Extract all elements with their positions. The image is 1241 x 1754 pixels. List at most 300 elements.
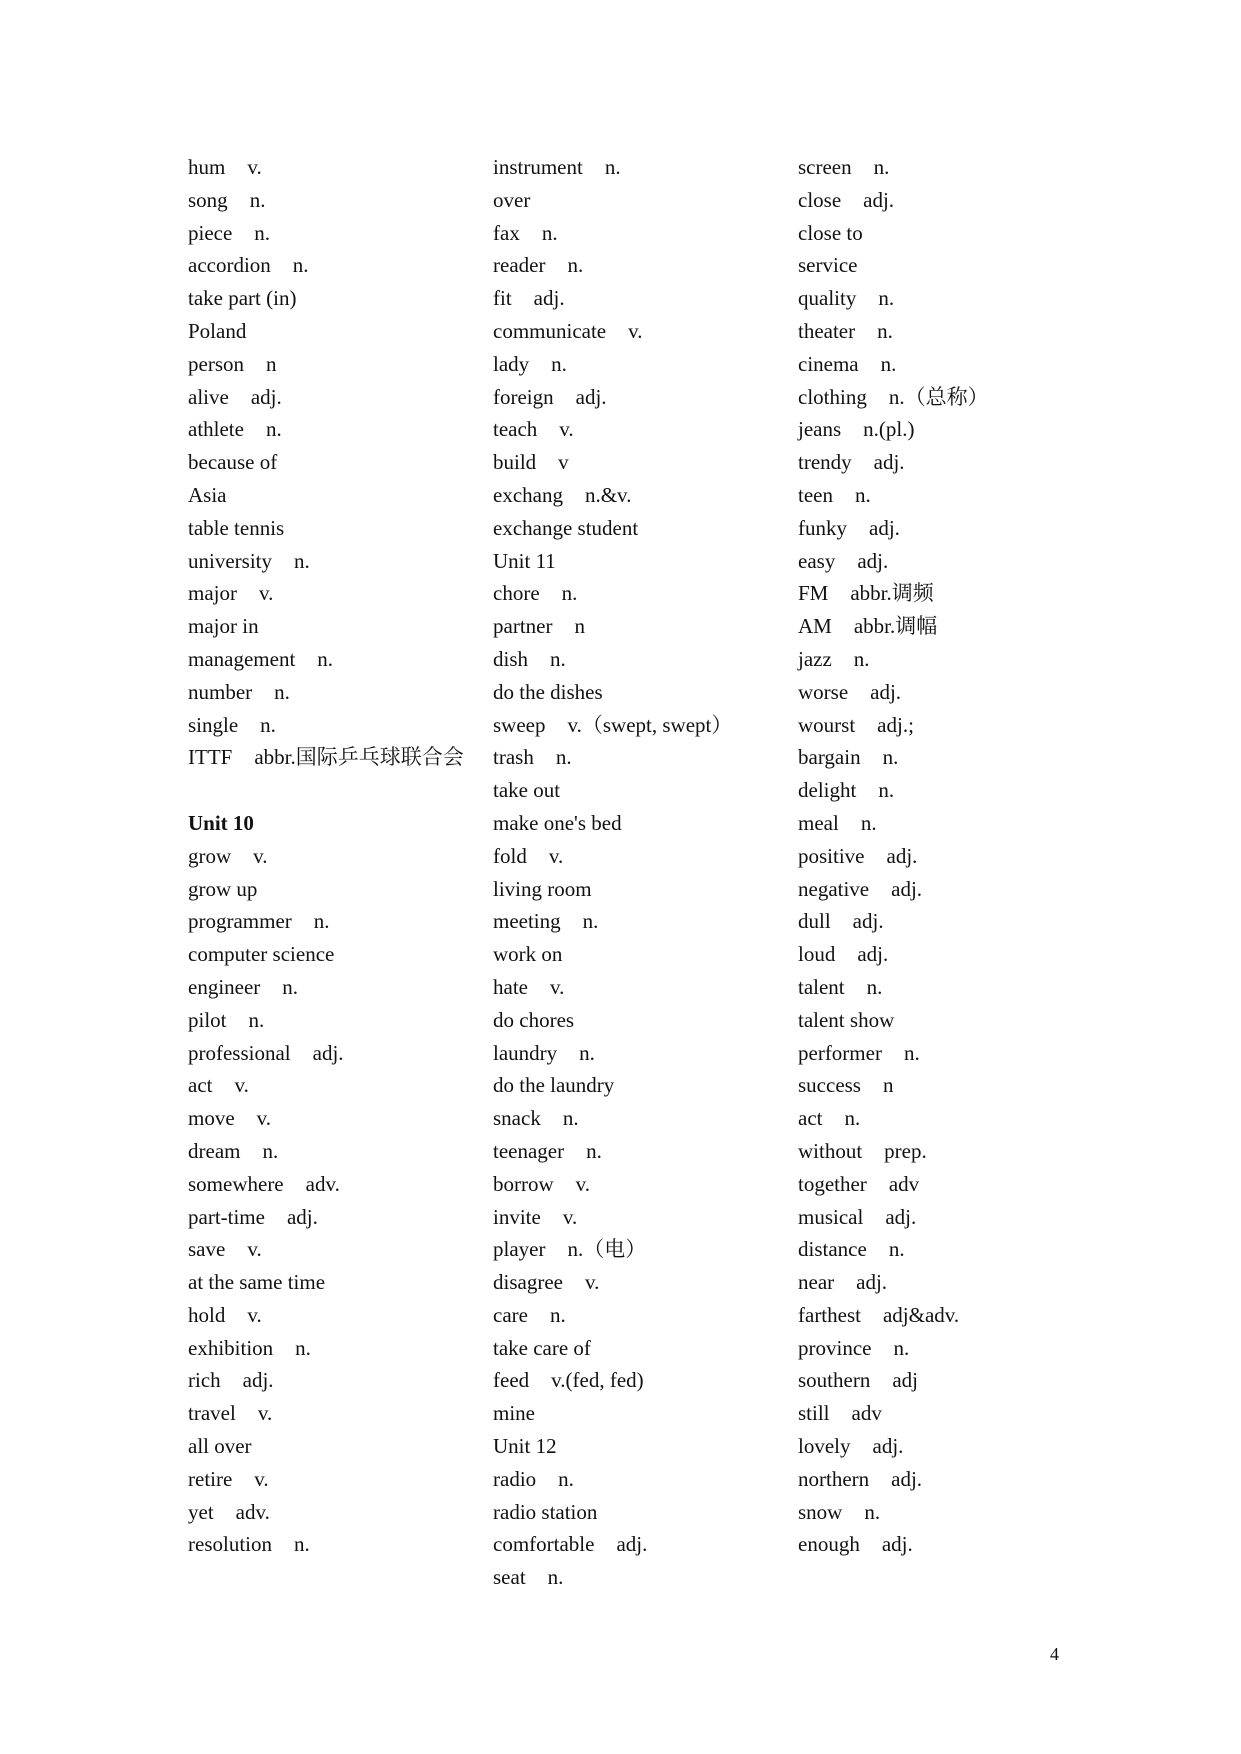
entry-part-of-speech: adj. — [870, 679, 902, 704]
entry-part-of-speech: v. — [247, 155, 262, 179]
entry-part-of-speech: v. — [257, 1401, 273, 1426]
entry-part-of-speech: n. — [854, 482, 871, 507]
vocabulary-entry — [188, 1069, 478, 1102]
entry-word: hate — [493, 974, 528, 999]
vocabulary-entry — [798, 873, 1098, 906]
vocabulary-column-2 — [493, 151, 793, 1594]
entry-word: bargain — [798, 745, 861, 770]
entry-word: Asia — [188, 482, 227, 507]
entry-word: near — [798, 1270, 835, 1295]
entry-word: FM — [798, 581, 829, 606]
entry-part-of-speech: n. — [313, 909, 330, 934]
entry-word: over — [493, 187, 531, 212]
vocabulary-column-1 — [188, 151, 478, 1561]
vocabulary-entry — [493, 151, 793, 184]
entry-part-of-speech: v. — [584, 1270, 600, 1295]
entry-word: seat — [493, 1565, 526, 1590]
entry-word: success — [798, 1073, 861, 1098]
entry-word: jazz — [798, 646, 832, 671]
entry-word: communicate — [493, 318, 607, 343]
entry-word: living room — [493, 876, 592, 901]
entry-word: act — [188, 1073, 213, 1098]
vocabulary-entry — [188, 905, 478, 938]
entry-word: build — [493, 450, 537, 475]
entry-part-of-speech: n. — [248, 1007, 265, 1032]
vocabulary-entry — [798, 151, 1098, 184]
entry-word: positive — [798, 843, 865, 868]
entry-part-of-speech: n. — [562, 1106, 579, 1131]
entry-part-of-speech: adj. — [863, 187, 895, 212]
entry-word: somewhere — [188, 1171, 284, 1196]
vocabulary-entry — [493, 381, 793, 414]
vocabulary-entry — [188, 1102, 478, 1135]
entry-part-of-speech: n. — [877, 318, 893, 343]
entry-part-of-speech: adj. — [312, 1040, 344, 1065]
entry-word: grow up — [188, 876, 258, 901]
vocabulary-entry — [493, 610, 793, 643]
entry-word: professional — [188, 1040, 291, 1065]
entry-word: enough — [798, 1532, 860, 1557]
vocabulary-entry — [493, 1135, 793, 1168]
entry-word: Poland — [188, 318, 247, 343]
entry-part-of-speech: prep. — [884, 1138, 927, 1163]
entry-word: service — [798, 253, 858, 278]
vocabulary-entry — [798, 807, 1098, 840]
vocabulary-entry — [188, 741, 478, 774]
entry-word: negative — [798, 876, 870, 901]
entry-part-of-speech: v. — [254, 1466, 269, 1491]
entry-word: trash — [493, 745, 534, 770]
vocabulary-entry — [493, 1299, 793, 1332]
vocabulary-entry — [188, 315, 478, 348]
entry-word: ITTF — [188, 745, 233, 770]
entry-word: partner — [493, 614, 553, 639]
entry-part-of-speech: n. — [586, 1138, 602, 1163]
vocabulary-entry — [798, 1496, 1098, 1529]
entry-part-of-speech: v. — [548, 843, 564, 868]
vocabulary-entry — [798, 217, 1098, 250]
entry-word: teenager — [493, 1138, 565, 1163]
vocabulary-entry — [798, 1430, 1098, 1463]
entry-word: fit — [493, 286, 512, 311]
entry-word: radio station — [493, 1499, 598, 1524]
entry-part-of-speech: n. — [903, 1040, 920, 1065]
entry-word: exchange student — [493, 515, 639, 540]
vocabulary-entry — [493, 676, 793, 709]
entry-part-of-speech: n. — [853, 646, 870, 671]
entry-word: part-time — [188, 1204, 265, 1229]
entry-part-of-speech: v. — [234, 1073, 249, 1098]
vocabulary-entry — [798, 938, 1098, 971]
vocabulary-entry — [493, 1332, 793, 1365]
entry-word: piece — [188, 220, 233, 245]
vocabulary-entry — [493, 1233, 793, 1266]
entry-part-of-speech: n. — [604, 155, 621, 179]
entry-word: resolution — [188, 1532, 272, 1557]
entry-word: take out — [493, 778, 561, 803]
vocabulary-entry — [798, 381, 1098, 414]
vocabulary-entry — [493, 643, 793, 676]
entry-word: reader — [493, 253, 546, 278]
vocabulary-entry — [188, 479, 478, 512]
entry-word: lady — [493, 351, 530, 376]
vocabulary-entry — [493, 1266, 793, 1299]
vocabulary-entry — [493, 1069, 793, 1102]
vocabulary-entry — [188, 1233, 478, 1266]
entry-word: act — [798, 1106, 823, 1131]
vocabulary-entry — [188, 1528, 478, 1561]
entry-part-of-speech: n. — [555, 745, 572, 770]
vocabulary-entry — [798, 1332, 1098, 1365]
vocabulary-entry — [493, 1201, 793, 1234]
entry-word: yet — [188, 1499, 214, 1524]
vocabulary-entry — [493, 741, 793, 774]
entry-part-of-speech: adj. — [857, 942, 889, 967]
entry-part-of-speech: adj. — [852, 909, 884, 934]
vocabulary-entry — [493, 479, 793, 512]
entry-word: pilot — [188, 1007, 227, 1032]
vocabulary-entry — [493, 1397, 793, 1430]
entry-part-of-speech: adj. — [886, 843, 918, 868]
entry-part-of-speech: adj. — [881, 1532, 913, 1557]
vocabulary-entry — [798, 315, 1098, 348]
vocabulary-entry — [188, 1463, 478, 1496]
entry-part-of-speech: adj. — [857, 548, 889, 573]
entry-part-of-speech: n.&v. — [584, 482, 632, 507]
entry-word: disagree — [493, 1270, 563, 1295]
entry-word: laundry — [493, 1040, 558, 1065]
vocabulary-entry — [188, 1430, 478, 1463]
entry-word: talent — [798, 974, 845, 999]
vocabulary-entry — [798, 1233, 1098, 1266]
vocabulary-entry — [188, 610, 478, 643]
vocabulary-entry — [493, 971, 793, 1004]
entry-part-of-speech: adj. — [885, 1204, 917, 1229]
entry-part-of-speech: v. — [256, 1106, 272, 1131]
entry-part-of-speech: n. — [582, 909, 599, 934]
entry-part-of-speech: adj&adv. — [882, 1302, 960, 1327]
entry-word: close — [798, 187, 842, 212]
vocabulary-entry — [188, 1201, 478, 1234]
vocabulary-entry — [798, 446, 1098, 479]
entry-part-of-speech: v. — [575, 1171, 591, 1196]
entry-word: exhibition — [188, 1335, 274, 1360]
vocabulary-entry — [798, 1528, 1098, 1561]
vocabulary-entry — [798, 1069, 1098, 1102]
entry-part-of-speech: abbr.调频 — [850, 581, 934, 606]
entry-word: teach — [493, 417, 538, 442]
vocabulary-entry — [188, 249, 478, 282]
vocabulary-entry — [493, 807, 793, 840]
vocabulary-entry — [798, 741, 1098, 774]
entry-part-of-speech: n — [574, 614, 585, 639]
entry-word: major — [188, 581, 237, 606]
entry-word: computer science — [188, 942, 335, 967]
entry-part-of-speech: n. — [274, 679, 290, 704]
vocabulary-entry — [493, 446, 793, 479]
entry-word: screen — [798, 155, 852, 179]
vocabulary-entry — [188, 512, 478, 545]
vocabulary-entry — [493, 709, 793, 742]
entry-word: at the same time — [188, 1270, 326, 1295]
entry-word: meeting — [493, 909, 561, 934]
entry-part-of-speech: n. — [558, 1466, 574, 1491]
entry-part-of-speech: n. — [254, 220, 271, 245]
entry-word: wourst — [798, 712, 856, 737]
vocabulary-entry — [188, 1397, 478, 1430]
vocabulary-entry — [798, 1102, 1098, 1135]
entry-part-of-speech: adv. — [305, 1171, 340, 1196]
entry-part-of-speech: n. — [579, 1040, 595, 1065]
entry-part-of-speech: adj — [892, 1368, 918, 1393]
entry-word: do chores — [493, 1007, 575, 1032]
vocabulary-entry — [493, 774, 793, 807]
entry-part-of-speech: abbr.调幅 — [853, 614, 938, 639]
entry-word: fax — [493, 220, 520, 245]
vocabulary-entry — [188, 348, 478, 381]
entry-part-of-speech: n. — [888, 1237, 905, 1262]
entry-part-of-speech: adj. — [286, 1204, 318, 1229]
vocabulary-entry — [493, 840, 793, 873]
entry-part-of-speech: n. — [294, 548, 310, 573]
entry-word: table tennis — [188, 515, 285, 540]
page-number: 4 — [1050, 1644, 1059, 1664]
vocabulary-entry — [493, 315, 793, 348]
entry-word: work on — [493, 942, 563, 967]
vocabulary-entry — [798, 282, 1098, 315]
entry-part-of-speech: adj. — [242, 1368, 274, 1393]
entry-word: feed — [493, 1368, 530, 1393]
entry-word: Unit 11 — [493, 548, 556, 573]
entry-part-of-speech: adv — [888, 1171, 920, 1196]
entry-part-of-speech: adj. — [250, 384, 282, 409]
vocabulary-entry — [798, 577, 1098, 610]
entry-part-of-speech: n. — [541, 220, 558, 245]
entry-word: all over — [188, 1434, 252, 1459]
entry-word: talent show — [798, 1007, 895, 1032]
entry-part-of-speech: n. — [878, 286, 895, 311]
vocabulary-entry — [493, 249, 793, 282]
entry-word: chore — [493, 581, 540, 606]
vocabulary-entry — [493, 282, 793, 315]
entry-word: loud — [798, 942, 836, 967]
entry-word: snow — [798, 1499, 843, 1524]
entry-part-of-speech: adj. — [575, 384, 607, 409]
vocabulary-entry — [798, 348, 1098, 381]
entry-word: travel — [188, 1401, 236, 1426]
entry-word: athlete — [188, 417, 244, 442]
entry-part-of-speech: v. — [559, 417, 574, 442]
entry-word: trendy — [798, 450, 852, 475]
entry-part-of-speech: n. — [844, 1106, 861, 1131]
entry-part-of-speech: v. — [247, 1237, 262, 1262]
vocabulary-entry — [798, 249, 1098, 282]
vocabulary-entry — [493, 413, 793, 446]
vocabulary-entry — [798, 840, 1098, 873]
entry-word: programmer — [188, 909, 292, 934]
entry-word: quality — [798, 286, 857, 311]
vocabulary-entry — [188, 577, 478, 610]
entry-word: fold — [493, 843, 527, 868]
entry-part-of-speech: v. — [628, 318, 643, 343]
entry-word: distance — [798, 1237, 867, 1262]
vocabulary-entry — [188, 413, 478, 446]
entry-word: dish — [493, 646, 529, 671]
entry-word: mine — [493, 1401, 535, 1426]
entry-part-of-speech: adj. — [872, 1434, 904, 1459]
entry-word: teen — [798, 482, 833, 507]
entry-part-of-speech: n. — [860, 810, 877, 835]
entry-word: care — [493, 1302, 528, 1327]
entry-part-of-speech: n. — [249, 187, 266, 212]
entry-word: snack — [493, 1106, 541, 1131]
vocabulary-entry — [188, 282, 478, 315]
entry-part-of-speech: n. — [561, 581, 578, 606]
vocabulary-entry — [798, 545, 1098, 578]
entry-part-of-speech: abbr.国际乒乓球联合会 — [254, 745, 464, 770]
vocabulary-entry — [798, 1037, 1098, 1070]
entry-word: university — [188, 548, 272, 573]
entry-word: borrow — [493, 1171, 554, 1196]
vocabulary-entry — [493, 1496, 793, 1529]
vocabulary-entry — [798, 1135, 1098, 1168]
vocabulary-entry — [188, 938, 478, 971]
entry-word: alive — [188, 384, 229, 409]
vocabulary-entry — [493, 1463, 793, 1496]
entry-part-of-speech: adj.; — [877, 712, 914, 737]
vocabulary-entry — [798, 610, 1098, 643]
entry-word: make one's bed — [493, 810, 622, 835]
entry-part-of-speech: v. — [549, 974, 565, 999]
entry-part-of-speech: n. — [547, 1565, 564, 1590]
vocabulary-entry — [188, 446, 478, 479]
vocabulary-entry — [798, 479, 1098, 512]
entry-word: hold — [188, 1302, 226, 1327]
vocabulary-entry — [188, 1135, 478, 1168]
vocabulary-entry — [798, 1004, 1098, 1037]
vocabulary-entry — [798, 1397, 1098, 1430]
vocabulary-entry — [493, 545, 793, 578]
entry-word: cinema — [798, 351, 859, 376]
entry-word: person — [188, 351, 244, 376]
vocabulary-entry — [188, 217, 478, 250]
entry-part-of-speech: v — [558, 450, 569, 475]
vocabulary-entry — [188, 676, 478, 709]
vocabulary-entry — [798, 709, 1098, 742]
entry-word: AM — [798, 614, 832, 639]
entry-word: Unit 10 — [188, 810, 254, 835]
entry-part-of-speech: adj. — [891, 876, 923, 901]
entry-part-of-speech: n. — [866, 974, 883, 999]
vocabulary-entry — [493, 1037, 793, 1070]
entry-word: management — [188, 646, 296, 671]
vocabulary-entry — [493, 938, 793, 971]
vocabulary-entry — [798, 1299, 1098, 1332]
vocabulary-entry — [188, 1299, 478, 1332]
entry-word: without — [798, 1138, 863, 1163]
vocabulary-entry — [188, 840, 478, 873]
entry-word: close to — [798, 220, 863, 245]
vocabulary-entry — [188, 1332, 478, 1365]
vocabulary-entry — [493, 512, 793, 545]
entry-word: because of — [188, 450, 278, 475]
unit-heading — [188, 807, 478, 840]
entry-part-of-speech: n.（总称） — [888, 384, 989, 409]
vocabulary-entry — [188, 381, 478, 414]
entry-word: worse — [798, 679, 849, 704]
vocabulary-entry — [493, 1430, 793, 1463]
entry-word: clothing — [798, 384, 867, 409]
vocabulary-entry — [798, 184, 1098, 217]
entry-part-of-speech: adj. — [869, 515, 900, 540]
entry-word: number — [188, 679, 253, 704]
entry-part-of-speech: v. — [562, 1204, 578, 1229]
entry-part-of-speech: adv — [851, 1401, 882, 1426]
entry-part-of-speech: v.（swept, swept） — [567, 712, 733, 737]
vocabulary-entry — [798, 643, 1098, 676]
vocabulary-entry — [188, 1364, 478, 1397]
vocabulary-entry — [188, 184, 478, 217]
vocabulary-entry — [798, 1463, 1098, 1496]
vocabulary-entry — [188, 1496, 478, 1529]
vocabulary-entry — [493, 1561, 793, 1594]
entry-word: song — [188, 187, 228, 212]
entry-word: theater — [798, 318, 856, 343]
entry-part-of-speech: n. — [260, 712, 276, 737]
entry-word: hum — [188, 155, 226, 179]
vocabulary-entry — [493, 184, 793, 217]
entry-word: single — [188, 712, 239, 737]
vocabulary-entry — [493, 217, 793, 250]
entry-word: southern — [798, 1368, 871, 1393]
vocabulary-entry — [798, 1266, 1098, 1299]
entry-word: musical — [798, 1204, 864, 1229]
vocabulary-entry — [188, 709, 478, 742]
entry-word: meal — [798, 810, 839, 835]
vocabulary-entry — [798, 971, 1098, 1004]
entry-part-of-speech: v. — [247, 1302, 262, 1327]
vocabulary-entry — [188, 1037, 478, 1070]
vocabulary-entry — [188, 545, 478, 578]
entry-part-of-speech: v. — [253, 843, 268, 868]
entry-part-of-speech: n.（电） — [567, 1237, 647, 1262]
vocabulary-entry — [188, 1266, 478, 1299]
entry-part-of-speech: n — [266, 351, 277, 376]
entry-part-of-speech: n. — [549, 1302, 566, 1327]
vocabulary-entry — [798, 512, 1098, 545]
vocabulary-entry — [798, 774, 1098, 807]
vocabulary-column-3 — [798, 151, 1098, 1561]
entry-word: farthest — [798, 1302, 861, 1327]
vocabulary-entry — [493, 1528, 793, 1561]
entry-word: major in — [188, 614, 259, 639]
entry-word: take care of — [493, 1335, 591, 1360]
entry-word: grow — [188, 843, 232, 868]
entry-word: Unit 12 — [493, 1434, 557, 1459]
vocabulary-entry — [493, 1102, 793, 1135]
vocabulary-entry — [188, 1004, 478, 1037]
entry-part-of-speech: adv. — [235, 1499, 270, 1524]
entry-part-of-speech: n. — [864, 1499, 881, 1524]
entry-word: player — [493, 1237, 546, 1262]
vocabulary-entry — [798, 1364, 1098, 1397]
entry-part-of-speech: adj. — [891, 1466, 923, 1491]
vocabulary-entry — [493, 1364, 793, 1397]
entry-word: exchang — [493, 482, 563, 507]
entry-word: do the dishes — [493, 679, 603, 704]
entry-word: easy — [798, 548, 836, 573]
entry-part-of-speech: v.(fed, fed) — [551, 1368, 644, 1393]
